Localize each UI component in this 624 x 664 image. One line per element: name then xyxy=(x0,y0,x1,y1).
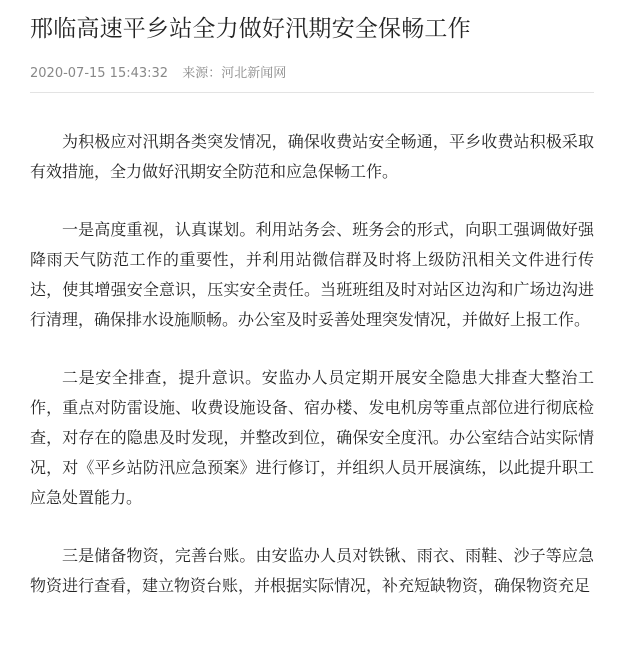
paragraph-3: 三是储备物资，完善台账。由安监办人员对铁锹、雨衣、雨鞋、沙子等应急物资进行查看，建立物资台账，并根据实际情况，补充短缺物资，确保物资充足 xyxy=(30,546,594,595)
source xyxy=(182,66,286,81)
article-title: 邢临高速平乡站全力做好汛期安全保畅工作 xyxy=(30,16,471,42)
source-label: 来源： xyxy=(182,66,222,81)
meta-divider xyxy=(30,92,594,93)
article-body xyxy=(30,127,594,601)
article-meta xyxy=(30,65,594,83)
publish-datetime: 2020-07-15 15:43:32 xyxy=(30,66,169,81)
paragraph-1: 一是高度重视，认真谋划。利用站务会、班务会的形式，向职工强调做好强降雨天气防范工作的重要性，并利用站微信群及时将上级防汛相关文件进行传达，使其增强安全意识，压实安全责任。当班班组及时对站区边沟和广场边沟进行清理，确保排水设施顺畅。办公室及时妥善处理突发情况，并做好上报工作。 xyxy=(30,220,594,329)
source-name: 河北新闻网 xyxy=(221,66,287,81)
paragraph-2: 二是安全排查，提升意识。安监办人员定期开展安全隐患大排查大整治工作，重点对防雷设施、收费设施设备、宿办楼、发电机房等重点部位进行彻底检查，对存在的隐患及时发现，并整改到位，确保安全度汛。办公室结合站实际情况，对《平乡站防汛应急预案》进行修订，并组织人员开展演练，以此提升职工应急处置能力。 xyxy=(30,368,594,507)
paragraph-intro: 为积极应对汛期各类突发情况，确保收费站安全畅通，平乡收费站积极采取有效措施，全力做好汛期安全防范和应急保畅工作。 xyxy=(30,132,594,181)
